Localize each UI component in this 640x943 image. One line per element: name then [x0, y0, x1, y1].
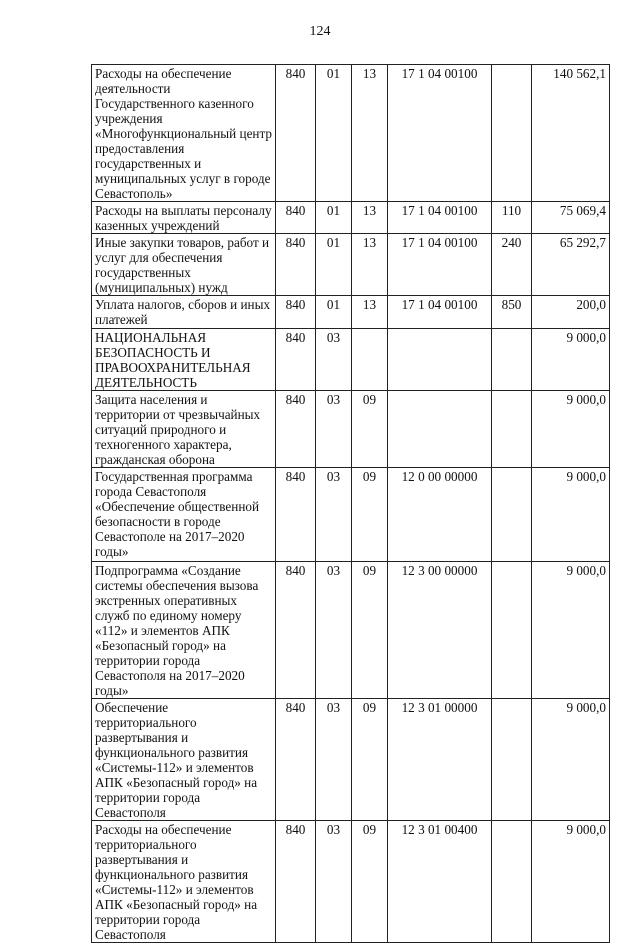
ministry-code: 840: [276, 65, 316, 202]
amount: 9 000,0: [532, 699, 610, 821]
amount: 75 069,4: [532, 202, 610, 234]
row-description: Иные закупки товаров, работ и услуг для обеспечения государственных (муниципальных) нужд: [92, 234, 276, 296]
row-description: Защита населения и территории от чрезвычайных ситуаций природного и техногенного характера, гражданская оборона: [92, 391, 276, 468]
ministry-code: 840: [276, 468, 316, 562]
target-article-code: 12 3 00 00000: [388, 562, 492, 699]
row-description: Обеспечение территориального развертывания и функционального развития «Системы-112» и элементов АПК «Безопасный город» на территории города Севастополя: [92, 699, 276, 821]
subsection-code: 09: [352, 391, 388, 468]
subsection-code: 09: [352, 821, 388, 943]
ministry-code: 840: [276, 821, 316, 943]
section-code: 01: [316, 202, 352, 234]
section-code: 03: [316, 699, 352, 821]
section-code: 03: [316, 329, 352, 391]
row-description: Государственная программа города Севастополя «Обеспечение общественной безопасности в городе Севастополе на 2017–2020 годы»: [92, 468, 276, 562]
target-article-code: 12 0 00 00000: [388, 468, 492, 562]
section-code: 03: [316, 468, 352, 562]
ministry-code: 840: [276, 699, 316, 821]
expense-type-code: [492, 65, 532, 202]
table-row: [92, 562, 610, 699]
target-article-code: 17 1 04 00100: [388, 296, 492, 329]
subsection-code: 13: [352, 234, 388, 296]
subsection-code: 13: [352, 65, 388, 202]
table-row: [92, 468, 610, 562]
amount: 9 000,0: [532, 468, 610, 562]
amount: 65 292,7: [532, 234, 610, 296]
section-code: 03: [316, 821, 352, 943]
target-article-code: 17 1 04 00100: [388, 234, 492, 296]
expense-type-code: [492, 699, 532, 821]
expense-type-code: [492, 329, 532, 391]
table-row: [92, 699, 610, 821]
subsection-code: 09: [352, 562, 388, 699]
target-article-code: [388, 391, 492, 468]
section-code: 01: [316, 234, 352, 296]
subsection-code: 13: [352, 296, 388, 329]
amount: 9 000,0: [532, 329, 610, 391]
ministry-code: 840: [276, 202, 316, 234]
amount: 200,0: [532, 296, 610, 329]
expense-type-code: [492, 562, 532, 699]
target-article-code: 17 1 04 00100: [388, 202, 492, 234]
table-row: [92, 234, 610, 296]
target-article-code: [388, 329, 492, 391]
row-description: Расходы на обеспечение деятельности Государственного казенного учреждения «Многофункциональный центр предоставления государственных и муниципальных услуг в городе Севастополь»: [92, 65, 276, 202]
expense-type-code: 110: [492, 202, 532, 234]
expense-type-code: [492, 391, 532, 468]
amount: 9 000,0: [532, 821, 610, 943]
section-code: 03: [316, 562, 352, 699]
subsection-code: [352, 329, 388, 391]
ministry-code: 840: [276, 329, 316, 391]
target-article-code: 17 1 04 00100: [388, 65, 492, 202]
table-row: [92, 329, 610, 391]
expense-type-code: 240: [492, 234, 532, 296]
table-row: [92, 821, 610, 943]
table-row: [92, 391, 610, 468]
row-description: Уплата налогов, сборов и иных платежей: [92, 296, 276, 329]
budget-table: [91, 64, 610, 943]
ministry-code: 840: [276, 391, 316, 468]
expense-type-code: [492, 821, 532, 943]
section-code: 03: [316, 391, 352, 468]
table-row: [92, 296, 610, 329]
section-code: 01: [316, 65, 352, 202]
amount: 140 562,1: [532, 65, 610, 202]
amount: 9 000,0: [532, 562, 610, 699]
table-row: [92, 202, 610, 234]
section-code: 01: [316, 296, 352, 329]
expense-type-code: [492, 468, 532, 562]
row-description: Расходы на обеспечение территориального развертывания и функционального развития «Системы-112» и элементов АПК «Безопасный город» на территории города Севастополя: [92, 821, 276, 943]
row-description: Расходы на выплаты персоналу казенных учреждений: [92, 202, 276, 234]
target-article-code: 12 3 01 00000: [388, 699, 492, 821]
row-description: Подпрограмма «Создание системы обеспечения вызова экстренных оперативных служб по единому номеру «112» и элементов АПК «Безопасный город» на территории города Севастополя на 2017–2020 годы»: [92, 562, 276, 699]
subsection-code: 09: [352, 699, 388, 821]
row-description: НАЦИОНАЛЬНАЯ БЕЗОПАСНОСТЬ И ПРАВООХРАНИТЕЛЬНАЯ ДЕЯТЕЛЬНОСТЬ: [92, 329, 276, 391]
target-article-code: 12 3 01 00400: [388, 821, 492, 943]
page-number: 124: [309, 24, 331, 39]
expense-type-code: 850: [492, 296, 532, 329]
subsection-code: 13: [352, 202, 388, 234]
ministry-code: 840: [276, 234, 316, 296]
subsection-code: 09: [352, 468, 388, 562]
amount: 9 000,0: [532, 391, 610, 468]
table-row: [92, 65, 610, 202]
ministry-code: 840: [276, 296, 316, 329]
ministry-code: 840: [276, 562, 316, 699]
